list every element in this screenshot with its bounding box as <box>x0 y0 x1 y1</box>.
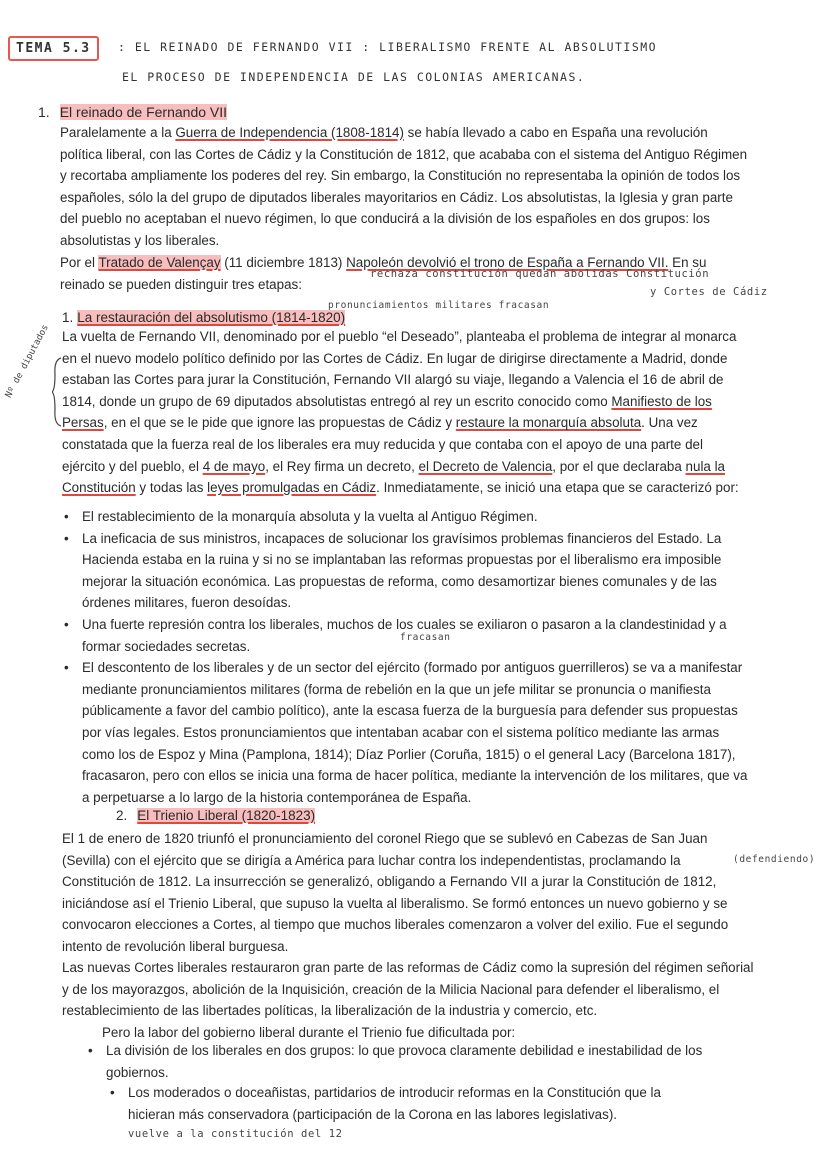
list-item: • La división de los liberales en dos grupos: lo que provoca claramente debilidad e inestabilidad de los gobiernos. <box>86 1040 752 1083</box>
stage-2-paragraph-3: Pero la labor del gobierno liberal durante el Trienio fue dificultada por: <box>102 1025 516 1040</box>
side-margin-note: Nº de diputados <box>4 323 51 400</box>
stage-1-bullet-list <box>62 506 752 808</box>
list-item: • La ineficacia de sus ministros, incapaces de solucionar los gravísimos problemas financieros del Estado. La Hacienda estaba en la ruina y si no se implantaban las reformas propuestas por el liberalismo era imposible mejorar la situación económica. Las propuestas de reforma, como desamortizar bienes comunales y de las órdenes militares, fueron desoídas. <box>62 528 752 614</box>
stage-1-paragraph: La vuelta de Fernando VII, denominado por el pueblo “el Deseado”, planteaba el problema de integrar al monarca en el nuevo modelo político definido por las Cortes de Cádiz. En lugar de dirigirse directamente a Madrid, donde estaban las Cortes para jurar la Constitución, Fernando VII alargó su viaje, llegando a Valencia el 16 de abril de 1814, donde un grupo de 69 diputados absolutistas entregó al rey un escrito conocido como Manifiesto de los Persas, en el que se le pide que ignore las propuestas de Cádiz y restaure la monarquía absoluta. Una vez constatada que la fuerza real de los liberales era muy reducida y que contaba con el apoyo de una parte del ejército y del pueblo, el 4 de mayo, el Rey firma un decreto, el Decreto de Valencia, por el que declaraba nula la Constitución y todas las leyes promulgadas en Cádiz. Inmediatamente, se inició una etapa que se caracterizó por: <box>62 329 739 496</box>
stage-2-bullet-list <box>86 1040 752 1083</box>
list-item: • El restablecimiento de la monarquía absoluta y la vuelta al Antiguo Régimen. <box>62 506 752 528</box>
stage-2-paragraph-1: El 1 de enero de 1820 triunfó el pronunciamiento del coronel Riego que se sublevó en Cabezas de San Juan (Sevilla) con el ejército que se dirigía a América para luchar contra los independentistas, proclamando la Constitución de 1812. La insurrección se generalizó, obligando a Fernando VII a jurar la Constitución de 1812, iniciándose así el Trienio Liberal, que supuso la vuelta al liberalismo. Se formó entonces un nuevo gobierno y se convocaron elecciones a Cortes, al tiempo que muchos liberales comenzaron a volver del exilio. Fue el segundo intento de revolución liberal burguesa. <box>62 831 729 954</box>
handwritten-note-2: y Cortes de Cádiz <box>650 286 768 298</box>
section-1-paragraph-1: Paralelamente a la Guerra de Independencia (1808-1814) se había llevado a cabo en España una revolución política liberal, con las Cortes de Cádiz y la Constitución de 1812, que acababa con el sistema del Antiguo Régimen y recortaba ampliamente los poderes del rey. Sin embargo, la Constitución no representaba la opinión de todos los españoles, sólo la del grupo de diputados liberales mayoritarios en Cádiz. Los absolutistas, la Iglesia y gran parte del pueblo no aceptaban el nuevo régimen, lo que conducirá a la división de los españoles en dos grupos: los absolutistas y los liberales. <box>60 125 748 248</box>
handwritten-note-4: fracasan <box>400 632 451 643</box>
stage-2-heading: 2. El Trienio Liberal (1820-1823) <box>116 808 316 823</box>
list-item: • Una fuerte represión contra los liberales, muchos de los cuales se exiliaron o pasaron a la clandestinidad y a formar sociedades secretas. <box>62 614 752 657</box>
handwritten-note-6: (defendiendo) <box>733 854 816 865</box>
handwritten-note-3: pronunciamientos militares fracasan <box>328 300 550 311</box>
handwritten-note-1: rechaza constitución quedan abolidas Constitución <box>370 268 710 280</box>
title-line-1: : EL REINADO DE FERNANDO VII : LIBERALISMO FRENTE AL ABSOLUTISMO <box>118 40 658 54</box>
stage-2-sub-bullet-list <box>108 1082 708 1125</box>
stage-2-paragraph-2: Las nuevas Cortes liberales restauraron gran parte de las reformas de Cádiz como la supresión del régimen señorial y de los mayorazgos, abolición de la Inquisición, creación de la Milicia Nacional para defender el liberalismo, el restablecimiento de las libertades políticas, la liberalización de la industria y comercio, etc. <box>62 960 754 1019</box>
section-1-heading: 1. El reinado de Fernando VII <box>38 104 228 120</box>
stage-1-heading: 1. La restauración del absolutismo (1814-1820) <box>62 310 346 325</box>
handwritten-note-5: vuelve a la constitución del 12 <box>128 1128 343 1140</box>
list-item: • El descontento de los liberales y de un sector del ejército (formado por antiguos guerrilleros) se va a manifestar mediante pronunciamientos militares (forma de rebelión en la que un jefe militar se pronuncia o manifiesta públicamente a favor del cambio político), ante la escasa fuerza de la burguesía para defender sus propuestas por vías legales. Estos pronunciamientos que intentaban acabar con el sistema político mediante las armas como los de Espoz y Mina (Pamplona, 1814); Díaz Porlier (Coruña, 1815) o el general Lacy (Barcelona 1817), fracasaron, pero con ellos se inicia una forma de hacer política, mediante la intervención de los militares, que va a perpetuarse a lo largo de la historia contemporánea de España. <box>62 657 752 808</box>
list-item: • Los moderados o doceañistas, partidarios de introducir reformas en la Constitución que la hicieran más conservadora (participación de la Corona en las labores legislativas). <box>108 1082 708 1125</box>
title-line-2: EL PROCESO DE INDEPENDENCIA DE LAS COLONIAS AMERICANAS. <box>122 70 586 84</box>
topic-label: TEMA 5.3 <box>8 36 99 61</box>
margin-bracket <box>52 356 62 428</box>
section-1-paragraph-2: Por el Tratado de Valençay (11 diciembre 1813) Napoleón devolvió el trono de España a Fernando VII. En su reinado se pueden distinguir tres etapas: <box>60 255 707 292</box>
